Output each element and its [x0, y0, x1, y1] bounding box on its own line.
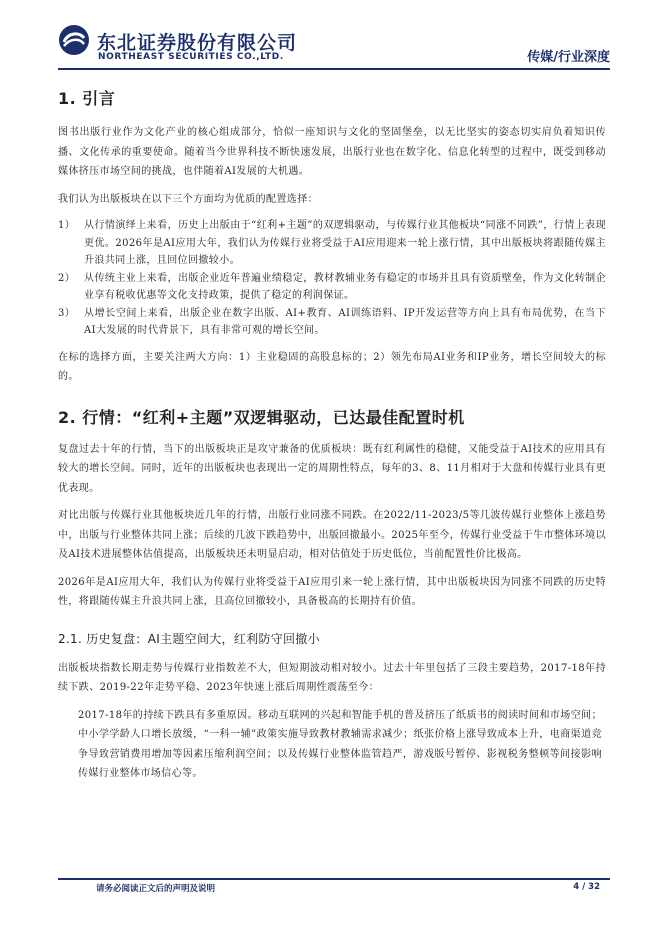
list-item-number: 3） [58, 307, 76, 319]
section-2-1-title: 2.1. 历史复盘：AI主题空间大，红利防守回撤小 [58, 631, 320, 646]
list-item-text: 从增长空间上来看，出版企业在数字出版、AI+教育、AI训练语料、IP开发运营等方向上具有布局优势，在当下AI大发展的时代背景下，具有非常可观的增长空间。 [84, 307, 606, 336]
list-item-number: 2） [58, 272, 76, 284]
list-item [58, 217, 606, 270]
company-name-en: NORTHEAST SECURITIES CO.,LTD. [98, 52, 284, 62]
section-1-paragraph-1: 图书出版行业作为文化产业的核心组成部分，恰似一座知识与文化的坚固堡垒，以无比坚实的姿态切实肩负着知识传播、文化传承的重要使命。随着当今世界科技不断快速发展，出版行业也在数字化、信息化转型的过程中，既受到移动媒体挤压市场空间的挑战，也伴随着AI发展的大机遇。 [58, 127, 606, 177]
list-item-text: 从行情演绎上来看，历史上出版由于“红利+主题”的双逻辑驱动，与传媒行业其他板块“同涨不同跌”，行情上表现更优。2026年是AI应用大年，我们认为传媒行业将受益于AI应用迎来一轮上涨行情，其中出版板块将跟随传媒主升浪共同上涨，且回位回撤较小。 [84, 220, 606, 266]
list-item [58, 270, 606, 305]
report-category-tag: 传媒/行业深度 [527, 50, 610, 65]
history-review-note: 2017-18年的持续下跌具有多重原因。移动互联网的兴起和智能手机的普及挤压了纸质书的阅读时间和市场空间；中小学学龄人口增长放缓，“一科一辅”政策实施导致教材教辅需求减少；纸张价格上涨导致成本上升，电商渠道竞争导致营销费用增加等因素压缩利润空间；以及传媒行业整体监管趋严，游戏版号暂停、影视税务整顿等间接影响传媒行业整体市场信心等。 [78, 709, 602, 779]
list-item [58, 305, 606, 340]
page-body [58, 74, 606, 784]
section-1-paragraph-2: 我们认为出版板块在以下三个方面均为优质的配置选择： [58, 193, 318, 205]
footer-disclaimer: 请务必阅读正文后的声明及说明 [96, 884, 216, 894]
section-1-paragraph-3: 在标的选择方面，主要关注两大方向：1）主业稳固的高股息标的；2）领先布局AI业务和IP业务，增长空间较大的标的。 [58, 351, 606, 382]
footer-divider [58, 878, 610, 880]
section-2-paragraph-2: 对比出版与传媒行业其他板块近几年的行情，出版行业同涨不同跌。在2022/11-2023/5等几波传媒行业整体上涨趋势中，出版与行业整体共同上涨；后续的几波下跌趋势中，出版回撤最小。2025年至今，传媒行业受益于牛市整体环境以及AI技术进展整体估值提高，出版板块还未明显启动，相对估值处于历史低位，当前配置性价比极高。 [58, 510, 606, 560]
section-2-paragraph-3: 2026年是AI应用大年，我们认为传媒行业将受益于AI应用引来一轮上涨行情，其中出版板块因为同涨不同跌的历史特性，将跟随传媒主升浪共同上涨，且高位回撤较小，具备极高的长期持有价值。 [58, 576, 606, 607]
list-item-text: 从传统主业上来看，出版企业近年普遍业绩稳定，教材教辅业务有稳定的市场并且具有资质壁垒，作为文化转制企业享有税收优惠等文化支持政策，提供了稳定的利润保证。 [84, 272, 606, 301]
company-name-cn: 东北证券股份有限公司 [97, 32, 298, 54]
header-divider [58, 68, 610, 70]
section-2-title: 2. 行情：“红利+主题”双逻辑驱动，已达最佳配置时机 [58, 407, 465, 427]
page-number: 4 / 32 [573, 882, 600, 892]
page-header [0, 0, 662, 68]
section-2-paragraph-1: 复盘过去十年的行情，当下的出版板块正是攻守兼备的优质板块：既有红利属性的稳健，又能受益于AI技术的应用具有较大的增长空间。同时，近年的出版板块也表现出一定的周期性特点，每年的3、8、11月相对于大盘和传媒行业具有更优表现。 [58, 443, 606, 494]
list-item-number: 1） [58, 220, 76, 231]
section-2-1-paragraph-1: 出版板块指数长期走势与传媒行业指数差不大，但短期波动相对较小。过去十年里包括了三段主要趋势，2017-18年持续下跌、2019-22年走势平稳、2023年快速上涨后周期性震荡至今： [58, 662, 606, 693]
section-1-title: 1. 引言 [58, 89, 116, 108]
company-logo-icon [58, 24, 90, 56]
